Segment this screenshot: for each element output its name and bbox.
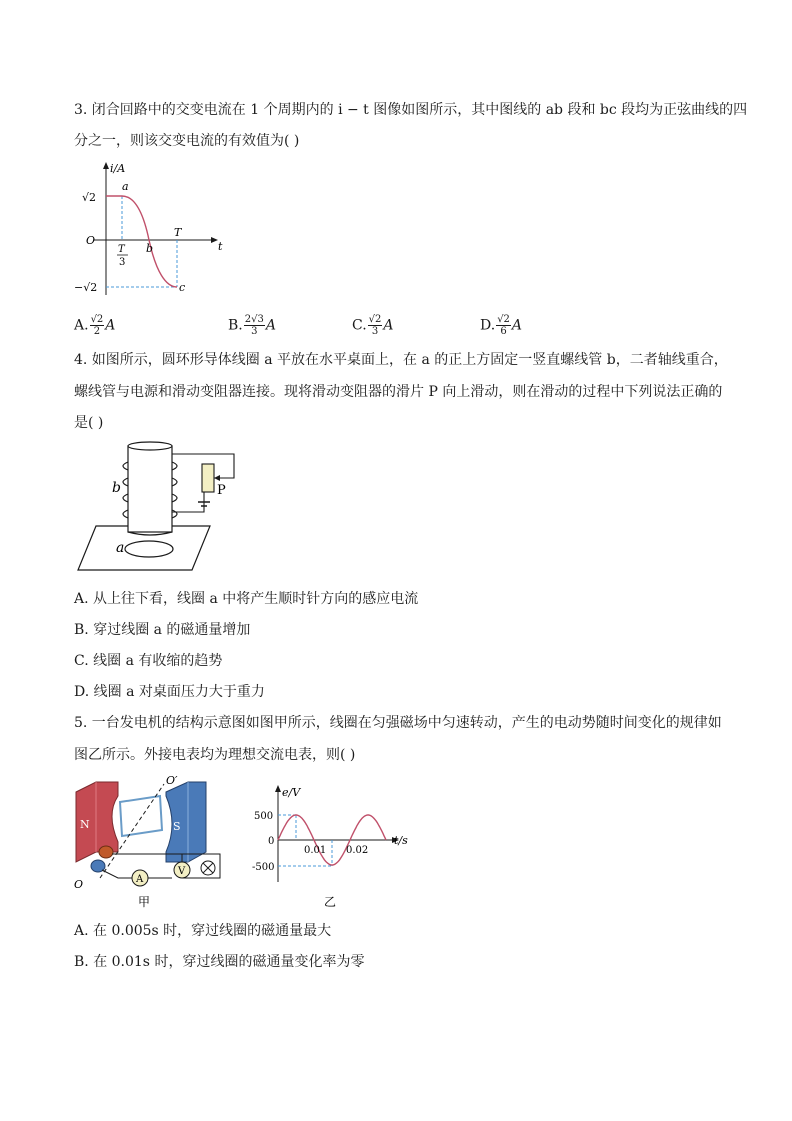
q5-stem-line2: 图乙所示。外接电表均为理想交流电表，则( ) bbox=[74, 747, 356, 763]
q5-option-a[interactable]: A. 在 0.005s 时，穿过线圈的磁通量最大 bbox=[74, 923, 332, 939]
q3-point-a: a bbox=[122, 180, 129, 193]
q5-y-bottom: -500 bbox=[252, 862, 275, 873]
q3-option-d[interactable]: D. $\frac{√2}{6}$ A bbox=[480, 314, 523, 337]
q3-x-arrow bbox=[211, 237, 218, 243]
q4-stem-line1: 4. 如图所示，圆环形导体线圈 a 平放在水平桌面上，在 a 的正上方固定一竖直螺线管 b，二者轴线重合， bbox=[74, 352, 728, 368]
q4-stem-line2: 螺线管与电源和滑动变阻器连接。现将滑动变阻器的滑片 P 向上滑动，则在滑动的过程中下列说法正确的 bbox=[74, 384, 723, 400]
q4-slider-p bbox=[214, 475, 220, 481]
q3-tick-T3-den: 3 bbox=[119, 257, 126, 268]
q3-stem-line2: 分之一，则该交变电流的有效值为( ) bbox=[74, 133, 300, 149]
q4-solenoid-b bbox=[128, 446, 172, 532]
q3-x-label: t bbox=[218, 240, 223, 253]
q5-label-o-top: O′ bbox=[166, 774, 178, 787]
q4-solenoid-figure bbox=[74, 440, 226, 575]
q4-rheostat bbox=[202, 464, 214, 492]
q4-label-p: P bbox=[217, 483, 226, 498]
q4-label-b: b bbox=[112, 480, 121, 496]
q5-tick-002: 0.02 bbox=[346, 845, 369, 856]
q5-generator-figure-jia bbox=[70, 774, 230, 914]
q5-y-label: e/V bbox=[282, 786, 301, 799]
q5-tick-001: 0.01 bbox=[304, 845, 327, 856]
q5-slip-ring-1 bbox=[99, 846, 113, 858]
q5-caption-jia: 甲 bbox=[138, 895, 151, 909]
q3-y-bottom: −√2 bbox=[74, 281, 98, 294]
q4-label-a: a bbox=[116, 540, 125, 556]
q3-point-c: c bbox=[179, 281, 186, 294]
q5-coil bbox=[120, 796, 162, 836]
q3-y-label: i/A bbox=[110, 162, 126, 175]
q3-point-b: b bbox=[146, 242, 154, 255]
q3-option-c[interactable]: C. $\frac{√2}{3}$ A bbox=[352, 314, 394, 337]
q5-origin: 0 bbox=[268, 836, 275, 847]
q3-tick-T: T bbox=[174, 226, 182, 239]
q3-i-t-graph bbox=[72, 160, 232, 300]
q5-magnet-s bbox=[166, 782, 206, 862]
q5-label-a: A bbox=[136, 874, 144, 885]
q3-y-top: √2 bbox=[82, 191, 97, 204]
q5-stem-line1: 5. 一台发电机的结构示意图如图甲所示，线圈在匀强磁场中匀速转动，产生的电动势随时间变化的规律如 bbox=[74, 715, 722, 731]
q4-option-c[interactable]: C. 线圈 a 有收缩的趋势 bbox=[74, 653, 223, 669]
q3-origin: O bbox=[86, 234, 96, 247]
q4-option-d[interactable]: D. 线圈 a 对桌面压力大于重力 bbox=[74, 684, 265, 700]
q4-option-a[interactable]: A. 从上往下看，线圈 a 中将产生顺时针方向的感应电流 bbox=[74, 591, 419, 607]
q3-option-b[interactable]: B. $\frac{2√3}{3}$ A bbox=[228, 314, 276, 337]
q5-y-top: 500 bbox=[254, 811, 274, 822]
q5-label-v: V bbox=[178, 866, 186, 877]
q5-label-n: N bbox=[80, 818, 90, 831]
q5-e-t-graph-yi bbox=[246, 782, 416, 912]
q5-x-label: t/s bbox=[394, 834, 408, 847]
q3-stem-line1: 3. 闭合回路中的交变电流在 1 个周期内的 i − t 图像如图所示，其中图线的 ab 段和 bc 段均为正弦曲线的四 bbox=[74, 102, 748, 118]
q5-label-s: S bbox=[173, 820, 181, 833]
q3-tick-T3-num: T bbox=[118, 244, 125, 255]
q5-caption-yi: 乙 bbox=[324, 895, 337, 909]
q4-option-b[interactable]: B. 穿过线圈 a 的磁通量增加 bbox=[74, 622, 251, 638]
q3-current-curve bbox=[106, 196, 177, 287]
q3-option-a[interactable]: A. $\frac{√2}{2}$ A bbox=[74, 314, 116, 337]
q3-y-arrow bbox=[103, 162, 109, 169]
q5-option-b[interactable]: B. 在 0.01s 时，穿过线圈的磁通量变化率为零 bbox=[74, 954, 365, 970]
q5-label-o-bottom: O bbox=[74, 878, 84, 891]
q4-stem-line3: 是( ) bbox=[74, 415, 104, 431]
